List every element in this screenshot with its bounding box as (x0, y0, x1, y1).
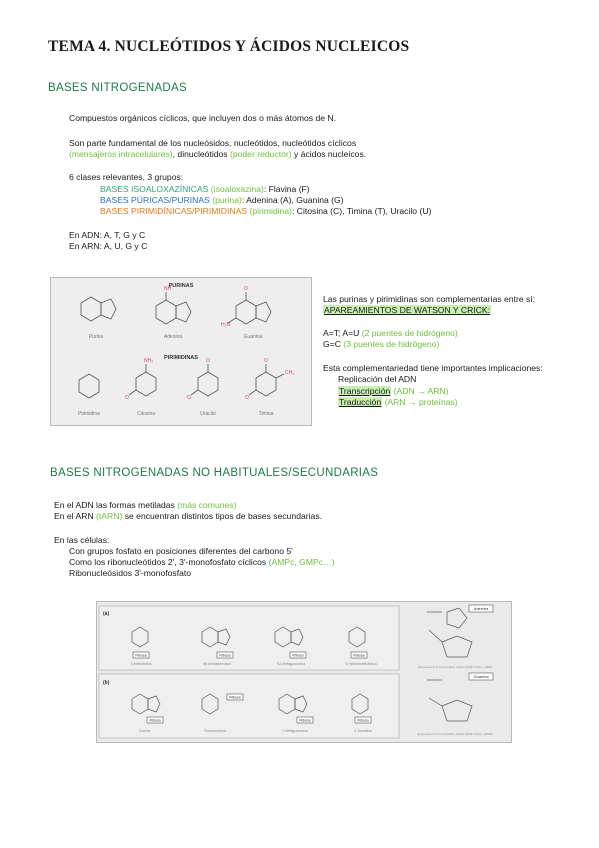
paragraph-definition: Compuestos orgánicos cíclicos, que incluyen dos o más átomos de N. (69, 113, 337, 123)
section-heading-secundarias: BASES NITROGENADAS NO HABITUALES/SECUNDARIAS (50, 467, 379, 479)
group-3-name: BASES PIRIMIDÍNICAS/PIRIMIDINAS (100, 206, 248, 216)
svg-text:NH₂: NH₂ (144, 358, 154, 364)
group-1-rest: : Flavina (F) (263, 184, 310, 194)
text-replicacion: Replicación del ADN (338, 374, 417, 384)
text-implicaciones: Esta complementariedad tiene importantes implicaciones: (323, 363, 543, 373)
text-at-pair (323, 328, 458, 339)
label-b: (b) (103, 680, 110, 686)
svg-text:O: O (125, 395, 129, 401)
highlight-transcripcion: Transcripción (339, 386, 391, 396)
text-traduccion (338, 397, 458, 408)
paragraph-function-2 (69, 149, 366, 160)
text-arn-bases: En ARN: A, U, G y C (69, 241, 148, 251)
text-gc-pair (323, 339, 439, 350)
arn-label: En el ARN (54, 511, 97, 521)
caption-citosina: Citosina (136, 411, 156, 417)
text-transcripcion (338, 386, 449, 397)
caption-timina: Timina (258, 411, 274, 417)
label-guanina: Guanina (473, 674, 489, 679)
group-2-name: BASES PÚRICAS/PURINAS (100, 195, 210, 205)
text-arn-secundarias (54, 511, 322, 522)
caption-a3: N2-Metilguanosina (276, 662, 306, 666)
label-pirimidinas: PIRIMIDINAS (164, 355, 198, 361)
group-3-paren: (pirimidina) (247, 206, 292, 216)
ribosa-a2: Ribosa (219, 653, 231, 658)
arn-rest: se encuentran distintos tipos de bases secundarias. (122, 511, 322, 521)
group-isoaloxazinicas (100, 184, 310, 195)
text-acidos: y ácidos nucleicos. (291, 149, 367, 159)
adn-metiladas: En el ADN las formas metiladas (54, 500, 178, 510)
text-fosfato-posiciones: Con grupos fosfato en posiciones diferentes del carbono 5' (69, 546, 293, 556)
gc-pair: G=C (323, 339, 344, 349)
ribosa-a1: Ribosa (135, 653, 147, 658)
text-ribonucleosidos: Ribonucleósidos 3'-monofosfato (69, 568, 192, 578)
mas-comunes: (más comunes) (177, 500, 237, 510)
svg-text:O: O (206, 358, 210, 364)
svg-text:O: O (244, 286, 248, 292)
caption-a2: N6-Metiladenosina (202, 662, 232, 666)
caption-b3: 7-Metilguanosina (282, 729, 308, 733)
ribosa-a3: Ribosa (292, 653, 304, 658)
caption-guanina: Guanina (243, 334, 263, 340)
svg-text:CH₃: CH₃ (285, 370, 295, 376)
group-1-paren: (isoaloxazina) (208, 184, 264, 194)
caption-b1: Inosina (139, 729, 151, 733)
text-adn-bases: En ADN: A, T, G y C (69, 230, 146, 240)
ribosa-b2: Ribosa (229, 695, 241, 700)
ribosa-b1: Ribosa (149, 718, 161, 723)
text-poder-reductor: (poder reductor) (229, 149, 292, 159)
ampc-gmpc: (AMPc, GMPc…) (268, 557, 335, 567)
section-heading-bases: BASES NITROGENADAS (48, 82, 187, 94)
svg-text:NH: NH (164, 286, 172, 292)
page-title: TEMA 4. NUCLEÓTIDOS Y ÁCIDOS NUCLEICOS (48, 38, 410, 55)
text-dinucleotidos: , dinucleótidos (172, 149, 230, 159)
svg-text:O: O (264, 358, 268, 364)
group-puricas (100, 195, 344, 206)
text-complementarias: Las purinas y pirimidinas son complementarias entre sí: (323, 294, 536, 304)
caption-pirimidina: Pirimidina (78, 411, 100, 417)
caption-purina: Purina (88, 334, 104, 340)
ribonucleotidos: Como los ribonucleótidos 2', 3'-monofosfato cíclicos (69, 557, 269, 567)
transcripcion-detail: (ADN → ARN) (391, 386, 449, 396)
caption-b2: Pseudouridina (204, 729, 226, 733)
tarn: (tARN) (96, 511, 123, 521)
text-watson-crick (323, 305, 491, 316)
svg-text:O: O (187, 395, 191, 401)
gc-bonds: (3 puentes de hidrógeno) (343, 339, 440, 349)
label-adenina: Adenina (473, 606, 489, 611)
traduccion-detail: (ARN → proteínas) (382, 397, 458, 407)
text-ribonucleotidos (69, 557, 335, 568)
text-adn-metiladas (54, 500, 236, 511)
caption-b4: 4-Tiouridina (354, 729, 372, 733)
ribosa-b4: Ribosa (357, 718, 369, 723)
text-en-celulas: En las células: (54, 535, 110, 545)
caption-adenina: Adenina (163, 334, 183, 340)
caption-a4: 5-Hidroximetilcitidina (345, 662, 377, 666)
figure-bases-secundarias (96, 601, 512, 743)
at-bonds: (2 puentes de hidrógeno) (361, 328, 458, 338)
caption-cgmp: Guanosina 3',5'-monofosfato cíclico (GMP cíclico, cGMP) (416, 732, 494, 736)
group-3-rest: : Citosina (C), Timina (T), Uracilo (U) (291, 206, 432, 216)
svg-text:O: O (245, 395, 249, 401)
group-pirimidinicas (100, 206, 431, 217)
svg-text:H₂N: H₂N (221, 322, 231, 328)
paragraph-function-1: Son parte fundamental de los nucleósidos, nucleótidos, nucleótidos cíclicos (69, 138, 357, 148)
secondary-bases-drawing (97, 602, 511, 742)
caption-uracilo: Uracilo (200, 411, 216, 417)
paragraph-classes: 6 clases relevantes, 3 grupos: (69, 172, 184, 182)
ribosa-b3: Ribosa (299, 718, 311, 723)
caption-camp: Adenosina 3',5'-monofosfato cíclico (AMP cíclico, cAMP) (417, 665, 493, 669)
group-2-paren: (purina) (209, 195, 242, 205)
caption-a1: 5-Metilcitidina (130, 662, 152, 666)
highlight-watson-crick: APAREAMIENTOS DE WATSON Y CRICK: (324, 305, 491, 315)
text-mensajeros: (mensajeros intracelulares) (69, 149, 173, 159)
group-2-rest: : Adenina (A), Guanina (G) (241, 195, 344, 205)
at-pair: A=T; A=U (323, 328, 362, 338)
label-a: (a) (103, 611, 110, 617)
figure-purinas-pirimidinas (50, 277, 312, 426)
label-purinas: PURINAS (168, 283, 194, 289)
ribosa-a4: Ribosa (353, 653, 365, 658)
structures-drawing (51, 278, 311, 425)
group-1-name: BASES ISOALOXAZÍNICAS (100, 184, 209, 194)
highlight-traduccion: Traducción (339, 397, 382, 407)
